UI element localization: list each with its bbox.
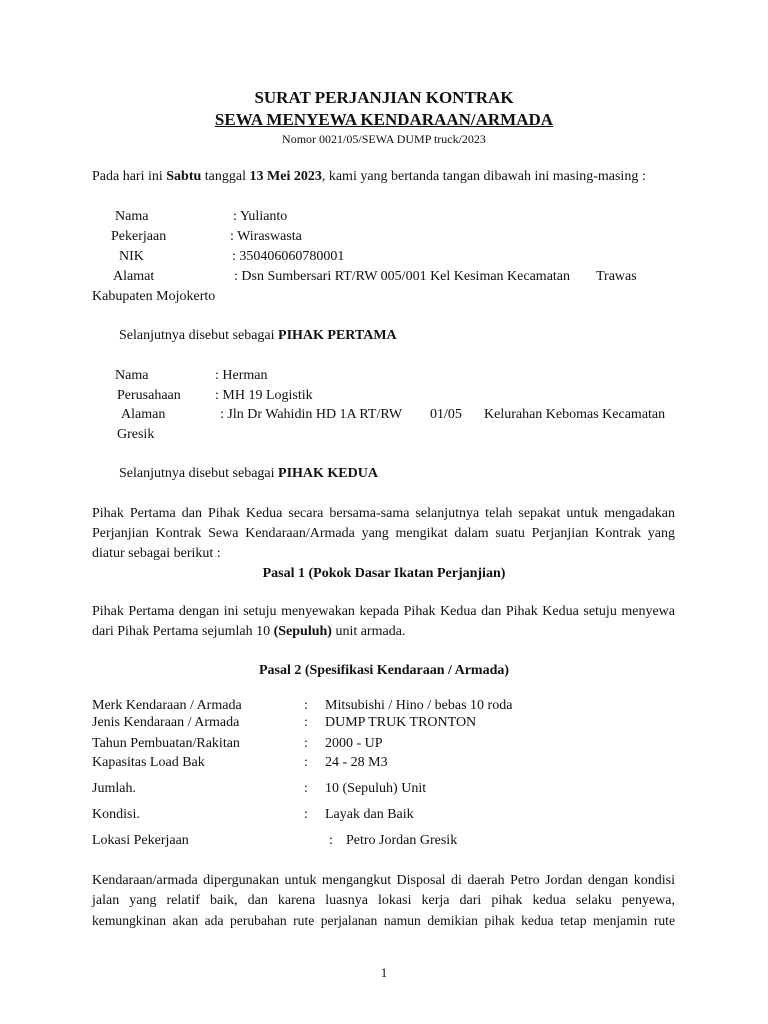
party1-alamat-kabupaten: Kabupaten Mojokerto: [92, 289, 216, 304]
page-number: 1: [380, 965, 388, 980]
spec-colon: :: [304, 781, 308, 796]
closing-line-2: jalan yang relatif baik, dan karena luasnya lokasi kerja dari pihak kedua selaku penyewa,: [92, 893, 675, 908]
intro-mid: tanggal: [201, 169, 250, 184]
party1-pekerjaan-value: : Wiraswasta: [230, 229, 302, 244]
party2-perusahaan-value: : MH 19 Logistik: [215, 388, 313, 403]
party1-designation: [119, 329, 397, 343]
spec-value: Mitsubishi / Hino / bebas 10 roda: [325, 698, 513, 713]
intro-date: 13 Mei 2023: [249, 169, 322, 184]
agreement-line-1: Pihak Pertama dan Pihak Kedua secara bersama-sama selanjutnya telah sepakat untuk mengadakan: [92, 506, 675, 521]
spec-value: 10 (Sepuluh) Unit: [325, 781, 427, 796]
closing-line-1: Kendaraan/armada dipergunakan untuk mengangkut Disposal di daerah Petro Jordan dengan kondisi: [92, 873, 675, 888]
party1-designation-text: Selanjutnya disebut sebagai: [119, 328, 279, 343]
spec-label: Tahun Pembuatan/Rakitan: [92, 736, 240, 751]
document-subtitle: SEWA MENYEWA KENDARAAN/ARMADA: [214, 110, 554, 129]
pasal1-line-1: Pihak Pertama dengan ini setuju menyewakan kepada Pihak Kedua dan Pihak Kedua setuju menyewa: [92, 604, 675, 619]
agreement-line-2: Perjanjian Kontrak Sewa Kendaraan/Armada yang mengikat dalam suatu Perjanjian Kontrak yang: [92, 526, 675, 541]
pasal1-line2-bold: (Sepuluh): [273, 624, 332, 639]
party2-designation-text: Selanjutnya disebut sebagai: [119, 466, 279, 481]
intro-post: , kami yang bertanda tangan dibawah ini masing-masing :: [321, 169, 646, 184]
pihak-pertama-label: PIHAK PERTAMA: [278, 328, 397, 343]
spec-value: Layak dan Baik: [325, 807, 414, 822]
party1-alamat-label: Alamat: [113, 269, 155, 284]
closing-line-3: kemungkinan akan ada perubahan rute perjalanan namun demikian pihak kedua tetap menjamin rute: [92, 913, 675, 928]
pasal1-line-2: [92, 625, 405, 639]
spec-label: Kapasitas Load Bak: [92, 755, 205, 770]
spec-colon: :: [304, 807, 308, 822]
spec-label: Lokasi Pekerjaan: [92, 833, 189, 848]
party1-alamat-kecamatan: Trawas: [596, 269, 637, 284]
party1-nama-label: Nama: [115, 209, 149, 224]
party2-perusahaan-label: Perusahaan: [117, 388, 181, 403]
party2-nama-label: Nama: [115, 368, 149, 383]
spec-value: 2000 - UP: [325, 736, 383, 751]
intro-pre: Pada hari ini: [92, 169, 167, 184]
spec-colon: :: [329, 833, 333, 848]
document-title: SURAT PERJANJIAN KONTRAK: [254, 88, 514, 107]
spec-label: Merk Kendaraan / Armada: [92, 698, 242, 713]
party2-designation: [119, 467, 378, 481]
agreement-line-3: diatur sebagai berikut :: [92, 546, 221, 561]
pasal2-heading: Pasal 2 (Spesifikasi Kendaraan / Armada): [258, 663, 510, 678]
spec-colon: :: [304, 715, 308, 730]
spec-value: 24 - 28 M3: [325, 755, 388, 770]
intro-paragraph: [92, 170, 646, 184]
spec-label: Kondisi.: [92, 807, 140, 822]
party2-alamat-label: Alaman: [121, 407, 166, 422]
party2-alamat-rtrw: 01/05: [430, 407, 462, 422]
pasal1-line2-post: unit armada.: [331, 624, 406, 639]
party2-alamat-value: : Jln Dr Wahidin HD 1A RT/RW: [220, 407, 403, 422]
spec-colon: :: [304, 698, 308, 713]
document-number: Nomor 0021/05/SEWA DUMP truck/2023: [282, 132, 486, 146]
spec-value: DUMP TRUK TRONTON: [325, 715, 477, 730]
party1-nik-value: : 350406060780001: [232, 249, 345, 264]
spec-colon: :: [304, 755, 308, 770]
pihak-kedua-label: PIHAK KEDUA: [278, 466, 378, 481]
party1-alamat-value: : Dsn Sumbersari RT/RW 005/001 Kel Kesiman Kecamatan: [234, 269, 571, 284]
party1-pekerjaan-label: Pekerjaan: [111, 229, 167, 244]
party2-nama-value: : Herman: [215, 368, 268, 383]
party2-alamat-kota: Gresik: [117, 427, 155, 442]
party1-nik-label: NIK: [119, 249, 144, 264]
pasal1-heading: Pasal 1 (Pokok Dasar Ikatan Perjanjian): [262, 566, 506, 581]
spec-label: Jenis Kendaraan / Armada: [92, 715, 240, 730]
party2-alamat-kelurahan: Kelurahan Kebomas Kecamatan: [484, 407, 666, 422]
party1-nama-value: : Yulianto: [233, 209, 288, 224]
pasal1-line2-pre: dari Pihak Pertama sejumlah 10: [92, 624, 274, 639]
spec-value: Petro Jordan Gresik: [346, 833, 458, 848]
spec-colon: :: [304, 736, 308, 751]
intro-day: Sabtu: [166, 169, 202, 184]
spec-label: Jumlah.: [92, 781, 136, 796]
